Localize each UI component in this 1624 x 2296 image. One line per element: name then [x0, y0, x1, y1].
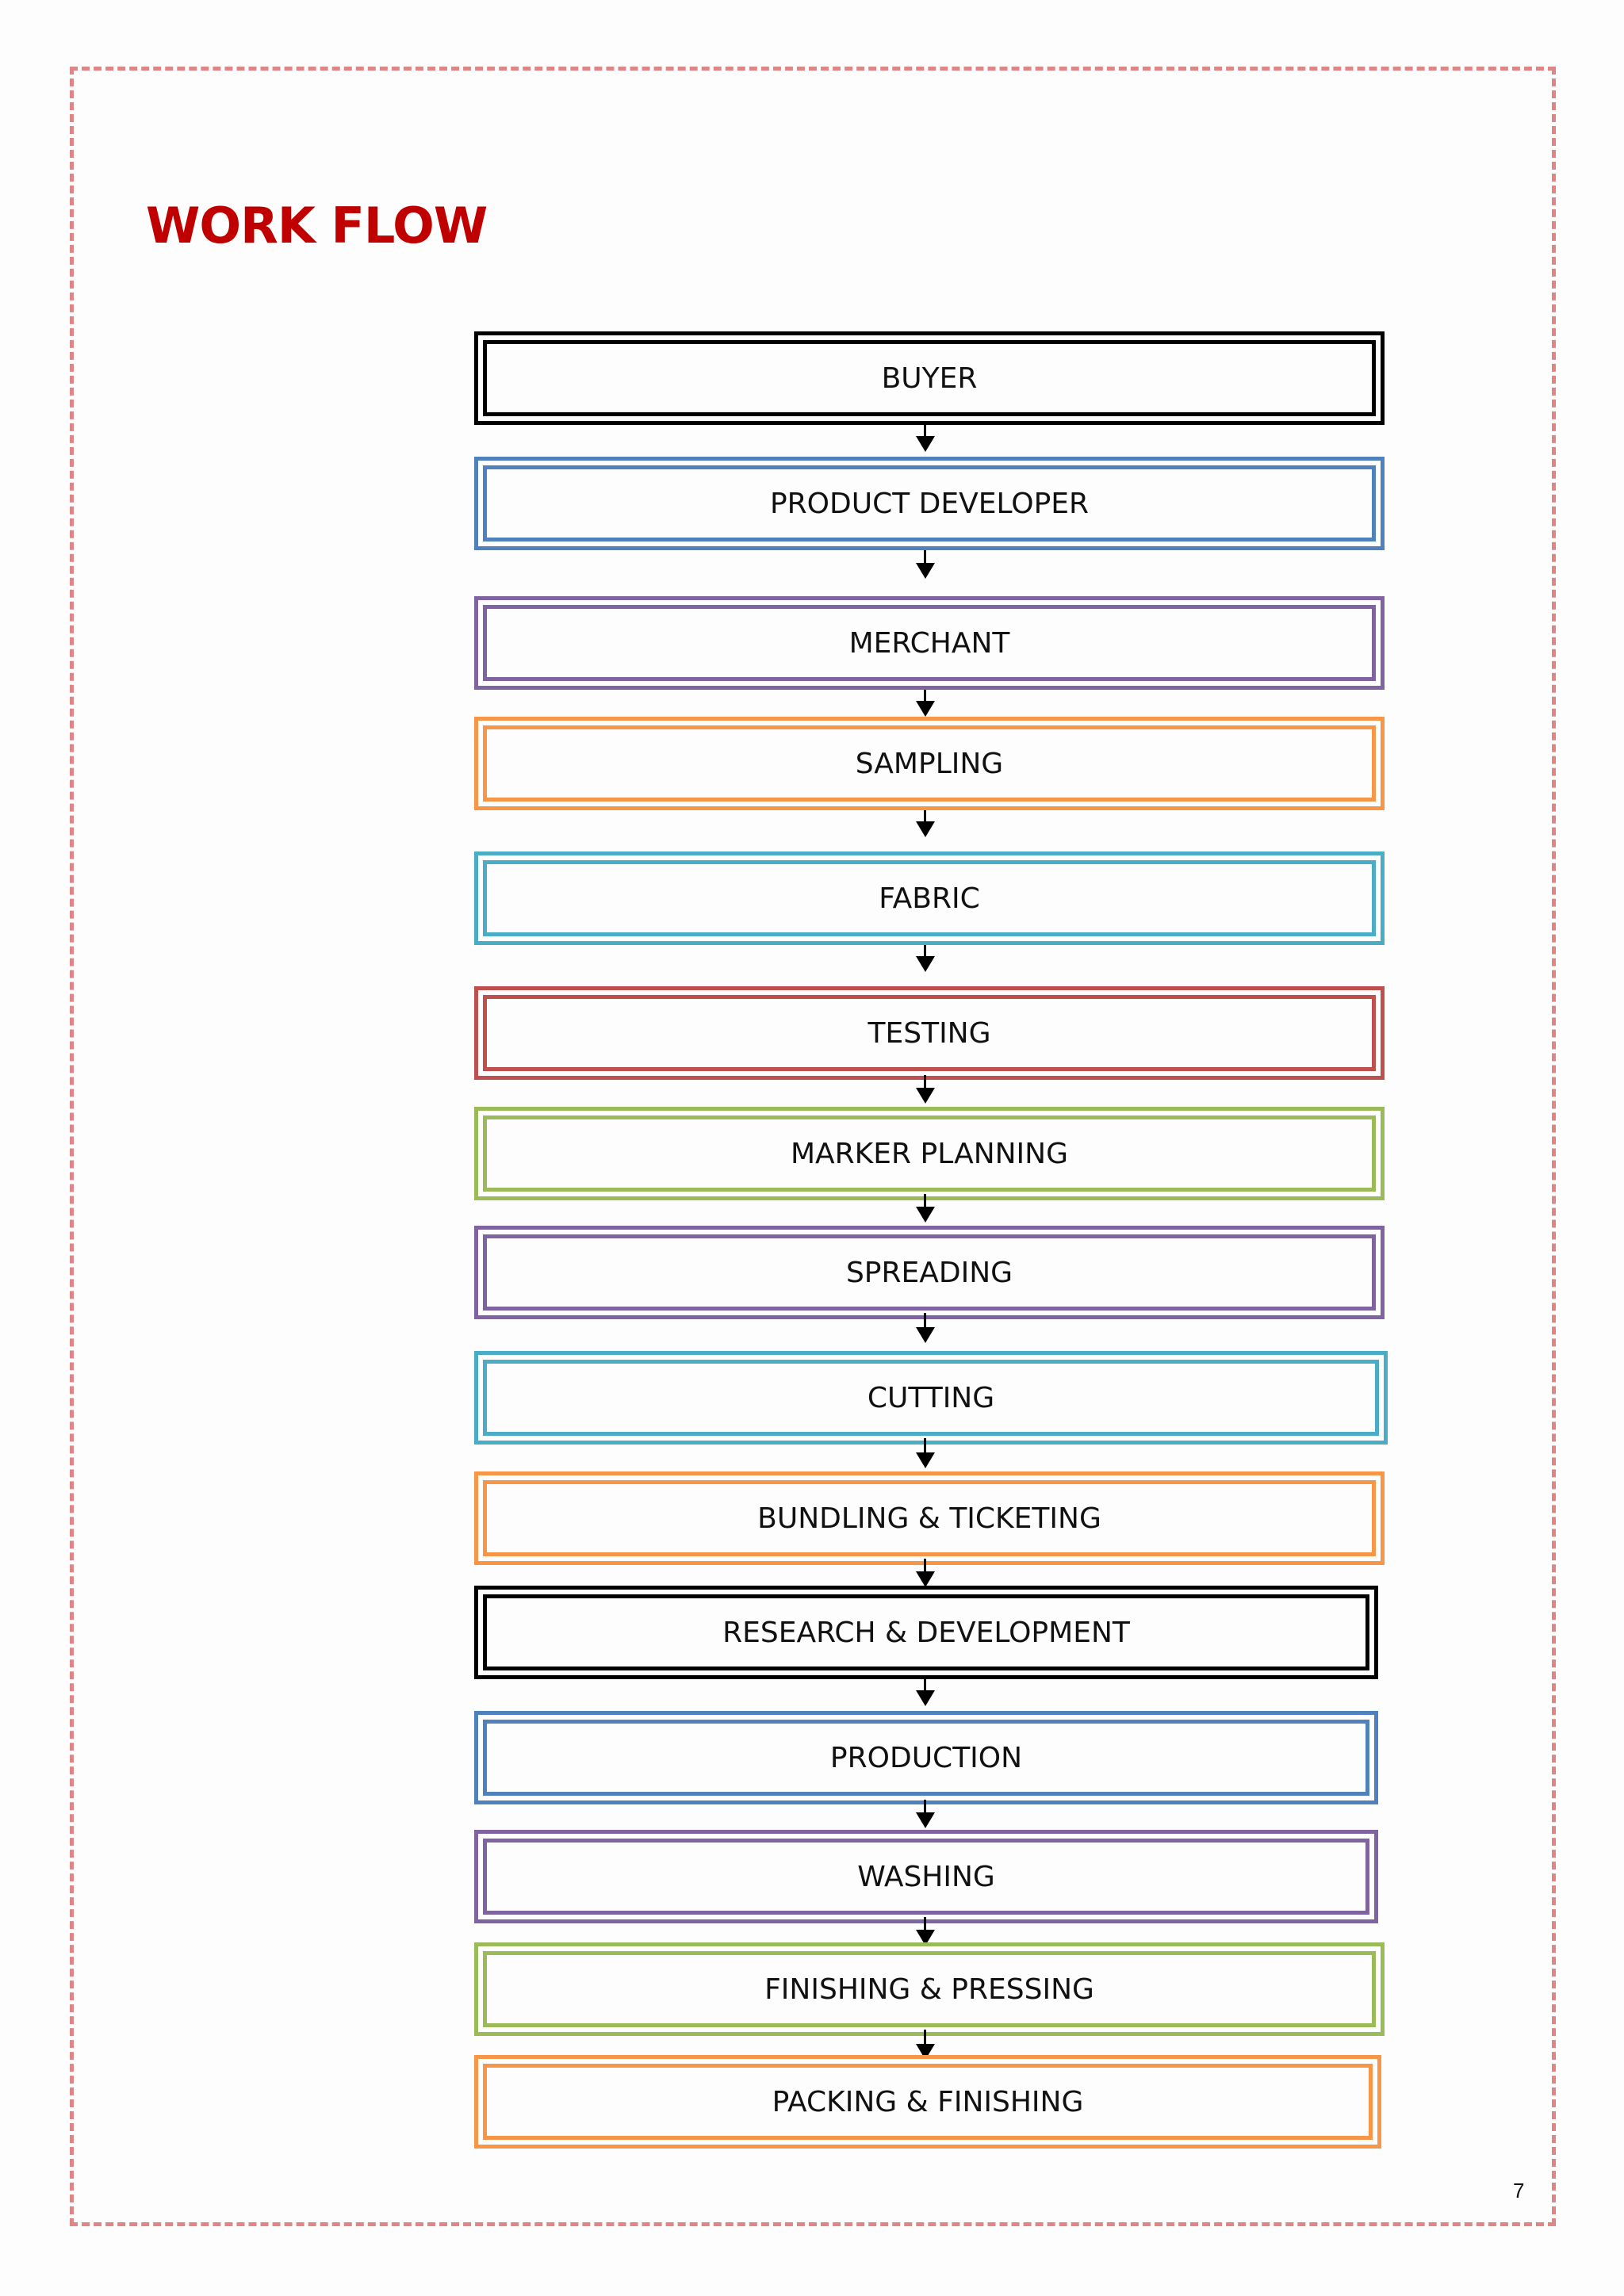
- flow-arrow: [916, 1800, 935, 1828]
- flow-step-label: SPREADING: [845, 1256, 1013, 1289]
- flow-step-label: MERCHANT: [848, 626, 1010, 660]
- flow-step-packing-finishing: [474, 2055, 1381, 2149]
- flow-arrow: [916, 1559, 935, 1587]
- flow-arrow: [916, 810, 935, 837]
- flow-arrow: [916, 1917, 935, 1946]
- flow-step-testing: [474, 986, 1385, 1080]
- flow-step-label: WASHING: [857, 1860, 995, 1893]
- flow-arrow: [916, 1438, 935, 1468]
- flow-step-product-developer: [474, 457, 1385, 550]
- flow-step-label: PACKING & FINISHING: [772, 2085, 1084, 2118]
- flow-step-spreading: [474, 1226, 1385, 1319]
- flow-arrow: [916, 1679, 935, 1706]
- flow-step-bundling-ticketing: [474, 1471, 1385, 1565]
- page-number: 7: [1513, 2179, 1525, 2202]
- flow-step-label: BUYER: [881, 362, 978, 395]
- flow-arrow: [916, 1313, 935, 1343]
- flow-step-buyer: [474, 331, 1385, 425]
- flow-step-label: FINISHING & PRESSING: [764, 1973, 1094, 2006]
- flow-arrow: [916, 690, 935, 717]
- flow-step-label: MARKER PLANNING: [790, 1137, 1069, 1170]
- flow-step-finishing-pressing: [474, 1942, 1385, 2036]
- flow-step-washing: [474, 1830, 1378, 1923]
- flow-step-label: FABRIC: [879, 882, 980, 915]
- flow-step-fabric: [474, 851, 1385, 945]
- flow-step-label: RESEARCH & DEVELOPMENT: [722, 1616, 1130, 1649]
- flow-step-label: SAMPLING: [855, 747, 1004, 780]
- flow-step-merchant: [474, 596, 1385, 690]
- flow-step-cutting: [474, 1351, 1388, 1445]
- flow-step-label: PRODUCT DEVELOPER: [769, 487, 1090, 520]
- flow-step-label: CUTTING: [867, 1381, 995, 1414]
- flow-arrow: [916, 550, 935, 579]
- flow-step-production: [474, 1711, 1378, 1804]
- flow-arrow: [916, 1194, 935, 1223]
- flow-step-sampling: [474, 717, 1385, 810]
- flow-step-label: BUNDLING & TICKETING: [757, 1502, 1101, 1535]
- flow-arrow: [916, 1075, 935, 1104]
- flow-arrow: [916, 945, 935, 972]
- flow-step-label: PRODUCTION: [829, 1741, 1023, 1774]
- flow-arrow: [916, 425, 935, 452]
- page-title: WORK FLOW: [146, 197, 488, 254]
- flow-step-marker-planning: [474, 1107, 1385, 1200]
- flow-step-research-development: [474, 1586, 1378, 1679]
- flow-step-label: TESTING: [868, 1016, 991, 1050]
